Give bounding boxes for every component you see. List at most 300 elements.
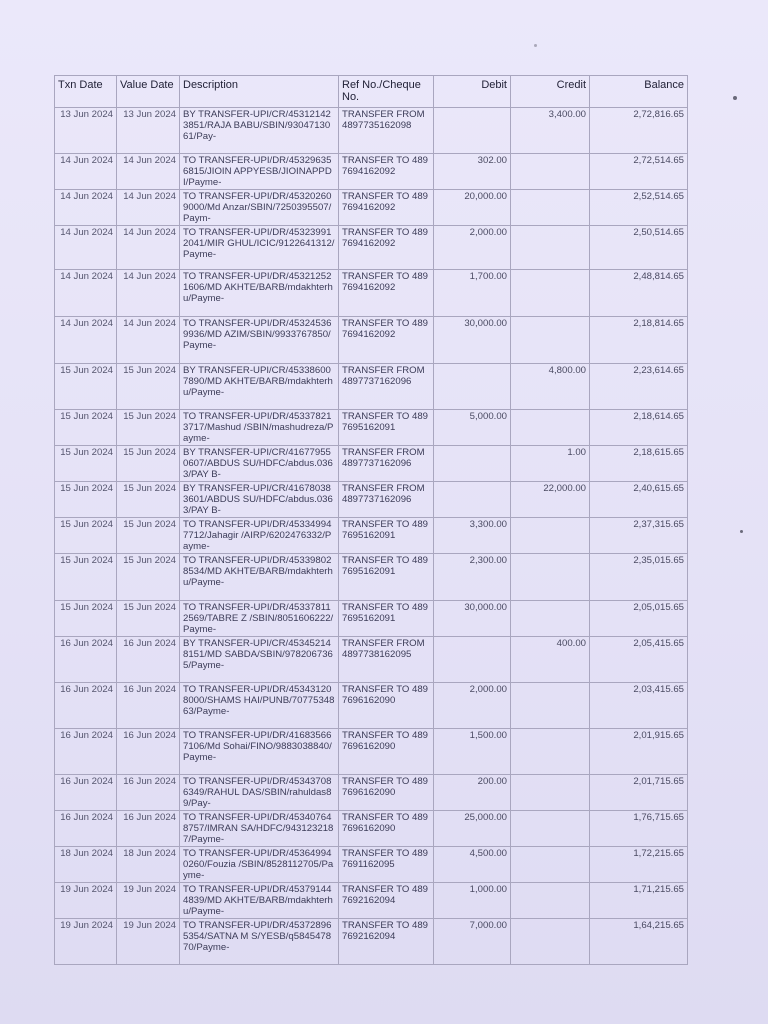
txn-date-cell-text: 14 Jun 2024 xyxy=(60,155,113,166)
debit-cell xyxy=(434,554,511,601)
value-date-cell xyxy=(117,683,180,729)
balance-cell-text: 2,01,715.65 xyxy=(633,776,684,787)
balance-cell-text: 2,35,015.65 xyxy=(633,555,684,566)
credit-cell-text: 1.00 xyxy=(567,447,586,458)
balance-cell-text: 1,64,215.65 xyxy=(633,920,684,931)
credit-cell-text: 3,400.00 xyxy=(548,109,586,120)
value-date-cell-text: 19 Jun 2024 xyxy=(123,920,176,931)
txn-date-cell xyxy=(55,317,117,364)
description-cell xyxy=(180,883,339,919)
description-cell-text: TO TRANSFER-UPI/DR/453407648757/IMRAN SA/HDFC/9431232187/Payme- xyxy=(183,812,334,845)
balance-cell xyxy=(590,226,688,270)
credit-cell xyxy=(511,729,590,775)
description-cell xyxy=(180,446,339,482)
credit-cell xyxy=(511,683,590,729)
header-value-date: Value Date xyxy=(117,76,180,108)
value-date-cell xyxy=(117,883,180,919)
description-cell-text: TO TRANSFER-UPI/DR/453378213717/Mashud /SBIN/mashudreza/Payme- xyxy=(183,411,334,444)
debit-cell-text: 2,300.00 xyxy=(469,555,507,566)
txn-date-cell xyxy=(55,518,117,554)
txn-date-cell-text: 15 Jun 2024 xyxy=(60,519,113,530)
ref-cell xyxy=(339,446,434,482)
debit-cell xyxy=(434,226,511,270)
value-date-cell-text: 18 Jun 2024 xyxy=(123,848,176,859)
debit-cell xyxy=(434,883,511,919)
ref-cell-text: TRANSFER FROM 4897738162095 xyxy=(342,638,425,660)
value-date-cell xyxy=(117,226,180,270)
description-cell-text: BY TRANSFER-UPI/CR/453452148151/MD SABDA/SBIN/9782067365/Payme- xyxy=(183,638,333,671)
balance-cell-text: 2,05,015.65 xyxy=(633,602,684,613)
balance-cell-text: 2,40,615.65 xyxy=(633,483,684,494)
debit-cell-text: 20,000.00 xyxy=(464,191,507,202)
txn-date-cell-text: 16 Jun 2024 xyxy=(60,684,113,695)
balance-cell-text: 2,01,915.65 xyxy=(633,730,684,741)
balance-cell xyxy=(590,482,688,518)
ref-cell-text: TRANSFER FROM 4897737162096 xyxy=(342,483,425,505)
ref-cell-text: TRANSFER TO 4897696162090 xyxy=(342,812,429,834)
credit-cell xyxy=(511,482,590,518)
txn-date-cell-text: 16 Jun 2024 xyxy=(60,638,113,649)
description-cell xyxy=(180,847,339,883)
debit-cell-text: 25,000.00 xyxy=(464,812,507,823)
value-date-cell xyxy=(117,775,180,811)
value-date-cell-text: 16 Jun 2024 xyxy=(123,638,176,649)
balance-cell xyxy=(590,683,688,729)
description-cell-text: TO TRANSFER-UPI/DR/453296356815/JIOIN APPYESB/JIOINAPPDI/Payme- xyxy=(183,155,332,188)
value-date-cell xyxy=(117,154,180,190)
balance-cell xyxy=(590,518,688,554)
table-row xyxy=(55,683,688,729)
ref-cell xyxy=(339,919,434,965)
balance-cell xyxy=(590,154,688,190)
table-row xyxy=(55,637,688,683)
txn-date-cell xyxy=(55,190,117,226)
txn-date-cell-text: 16 Jun 2024 xyxy=(60,812,113,823)
header-description: Description xyxy=(180,76,339,108)
credit-cell xyxy=(511,364,590,410)
balance-cell xyxy=(590,270,688,317)
ref-cell-text: TRANSFER TO 4897691162095 xyxy=(342,848,429,870)
txn-date-cell xyxy=(55,482,117,518)
ref-cell xyxy=(339,775,434,811)
table-row xyxy=(55,811,688,847)
table-row xyxy=(55,364,688,410)
ref-cell xyxy=(339,883,434,919)
description-cell-text: BY TRANSFER-UPI/CR/416779550607/ABDUS SU/HDFC/abdus.0363/PAY B- xyxy=(183,447,333,480)
debit-cell-text: 1,000.00 xyxy=(469,884,507,895)
txn-date-cell-text: 14 Jun 2024 xyxy=(60,191,113,202)
credit-cell xyxy=(511,811,590,847)
balance-cell-text: 1,72,215.65 xyxy=(633,848,684,859)
value-date-cell xyxy=(117,190,180,226)
value-date-cell-text: 16 Jun 2024 xyxy=(123,812,176,823)
debit-cell xyxy=(434,270,511,317)
value-date-cell-text: 15 Jun 2024 xyxy=(123,555,176,566)
txn-date-cell xyxy=(55,847,117,883)
description-cell xyxy=(180,919,339,965)
balance-cell-text: 2,03,415.65 xyxy=(633,684,684,695)
debit-cell-text: 4,500.00 xyxy=(469,848,507,859)
description-cell-text: TO TRANSFER-UPI/DR/453649940260/Fouzia /SBIN/8528112705/Payme- xyxy=(183,848,334,881)
txn-date-cell-text: 15 Jun 2024 xyxy=(60,447,113,458)
txn-date-cell xyxy=(55,410,117,446)
ref-cell-text: TRANSFER TO 4897692162094 xyxy=(342,884,429,906)
debit-cell xyxy=(434,601,511,637)
debit-cell xyxy=(434,775,511,811)
balance-cell-text: 2,72,514.65 xyxy=(633,155,684,166)
debit-cell xyxy=(434,317,511,364)
table-row xyxy=(55,410,688,446)
scan-speck xyxy=(534,44,537,47)
debit-cell-text: 1,700.00 xyxy=(469,271,507,282)
ref-cell-text: TRANSFER FROM 4897737162096 xyxy=(342,365,425,387)
ref-cell-text: TRANSFER TO 4897695162091 xyxy=(342,555,429,577)
ref-cell-text: TRANSFER TO 4897695162091 xyxy=(342,519,429,541)
ref-cell-text: TRANSFER TO 4897694162092 xyxy=(342,271,429,293)
ref-cell xyxy=(339,270,434,317)
ref-cell xyxy=(339,190,434,226)
debit-cell-text: 1,500.00 xyxy=(469,730,507,741)
debit-cell-text: 2,000.00 xyxy=(469,684,507,695)
description-cell-text: TO TRANSFER-UPI/DR/453202609000/Md Anzar/SBIN/7250395507/Paym- xyxy=(183,191,332,224)
txn-date-cell-text: 16 Jun 2024 xyxy=(60,776,113,787)
balance-cell-text: 2,23,614.65 xyxy=(633,365,684,376)
txn-date-cell xyxy=(55,811,117,847)
txn-date-cell xyxy=(55,270,117,317)
value-date-cell xyxy=(117,919,180,965)
description-cell xyxy=(180,518,339,554)
ref-cell xyxy=(339,410,434,446)
description-cell-text: TO TRANSFER-UPI/DR/453378112569/TABRE Z /SBIN/8051606222/Payme- xyxy=(183,602,334,635)
txn-date-cell-text: 14 Jun 2024 xyxy=(60,227,113,238)
balance-cell xyxy=(590,883,688,919)
description-cell-text: TO TRANSFER-UPI/DR/453239912041/MIR GHUL/ICIC/9122641312/Payme- xyxy=(183,227,335,260)
value-date-cell xyxy=(117,108,180,154)
header-balance: Balance xyxy=(590,76,688,108)
value-date-cell-text: 14 Jun 2024 xyxy=(123,191,176,202)
table-row xyxy=(55,775,688,811)
balance-cell-text: 2,18,814.65 xyxy=(633,318,684,329)
value-date-cell-text: 15 Jun 2024 xyxy=(123,411,176,422)
balance-cell xyxy=(590,364,688,410)
description-cell-text: BY TRANSFER-UPI/CR/416780383601/ABDUS SU/HDFC/abdus.0363/PAY B- xyxy=(183,483,333,516)
value-date-cell xyxy=(117,410,180,446)
debit-cell xyxy=(434,683,511,729)
table-header-row xyxy=(55,76,688,108)
debit-cell xyxy=(434,364,511,410)
balance-cell xyxy=(590,601,688,637)
debit-cell xyxy=(434,410,511,446)
description-cell xyxy=(180,190,339,226)
description-cell xyxy=(180,601,339,637)
table-row xyxy=(55,883,688,919)
debit-cell xyxy=(434,637,511,683)
debit-cell xyxy=(434,154,511,190)
description-cell xyxy=(180,270,339,317)
debit-cell xyxy=(434,446,511,482)
credit-cell xyxy=(511,270,590,317)
balance-cell xyxy=(590,729,688,775)
description-cell xyxy=(180,729,339,775)
description-cell xyxy=(180,637,339,683)
ref-cell-text: TRANSFER TO 4897694162092 xyxy=(342,191,429,213)
table-row xyxy=(55,847,688,883)
value-date-cell xyxy=(117,446,180,482)
balance-cell-text: 2,72,816.65 xyxy=(633,109,684,120)
value-date-cell xyxy=(117,729,180,775)
credit-cell xyxy=(511,883,590,919)
credit-cell xyxy=(511,410,590,446)
ref-cell xyxy=(339,226,434,270)
balance-cell xyxy=(590,190,688,226)
debit-cell xyxy=(434,190,511,226)
table-row xyxy=(55,226,688,270)
description-cell-text: TO TRANSFER-UPI/DR/453791444839/MD AKHTE/BARB/mdakhterhu/Payme- xyxy=(183,884,333,917)
credit-cell-text: 22,000.00 xyxy=(543,483,586,494)
header-txn-date: Txn Date xyxy=(55,76,117,108)
description-cell xyxy=(180,775,339,811)
ref-cell-text: TRANSFER TO 4897695162091 xyxy=(342,602,429,624)
header-debit: Debit xyxy=(434,76,511,108)
debit-cell xyxy=(434,482,511,518)
txn-date-cell xyxy=(55,775,117,811)
table-row xyxy=(55,317,688,364)
ref-cell-text: TRANSFER TO 4897695162091 xyxy=(342,411,429,433)
balance-cell-text: 1,71,215.65 xyxy=(633,884,684,895)
credit-cell xyxy=(511,446,590,482)
ref-cell xyxy=(339,683,434,729)
header-ref: Ref No./Cheque No. xyxy=(339,76,434,108)
description-cell-text: TO TRANSFER-UPI/DR/453728965354/SATNA M S/YESB/q584547870/Payme- xyxy=(183,920,332,953)
value-date-cell-text: 15 Jun 2024 xyxy=(123,519,176,530)
value-date-cell-text: 15 Jun 2024 xyxy=(123,447,176,458)
txn-date-cell xyxy=(55,637,117,683)
debit-cell-text: 5,000.00 xyxy=(469,411,507,422)
value-date-cell xyxy=(117,601,180,637)
balance-cell xyxy=(590,775,688,811)
txn-date-cell-text: 19 Jun 2024 xyxy=(60,884,113,895)
txn-date-cell-text: 15 Jun 2024 xyxy=(60,602,113,613)
ref-cell-text: TRANSFER TO 4897692162094 xyxy=(342,920,429,942)
ref-cell xyxy=(339,482,434,518)
credit-cell xyxy=(511,317,590,364)
balance-cell-text: 2,18,615.65 xyxy=(633,447,684,458)
txn-date-cell-text: 15 Jun 2024 xyxy=(60,483,113,494)
value-date-cell-text: 15 Jun 2024 xyxy=(123,483,176,494)
credit-cell xyxy=(511,108,590,154)
description-cell xyxy=(180,811,339,847)
ref-cell-text: TRANSFER TO 4897694162092 xyxy=(342,318,429,340)
value-date-cell-text: 13 Jun 2024 xyxy=(123,109,176,120)
ref-cell xyxy=(339,554,434,601)
ref-cell xyxy=(339,729,434,775)
credit-cell xyxy=(511,775,590,811)
debit-cell xyxy=(434,847,511,883)
description-cell-text: TO TRANSFER-UPI/DR/453212521606/MD AKHTE/BARB/mdakhterhu/Payme- xyxy=(183,271,333,304)
description-cell xyxy=(180,108,339,154)
description-cell xyxy=(180,364,339,410)
description-cell xyxy=(180,317,339,364)
txn-date-cell xyxy=(55,729,117,775)
credit-cell xyxy=(511,226,590,270)
transaction-table xyxy=(54,75,688,965)
value-date-cell-text: 14 Jun 2024 xyxy=(123,271,176,282)
txn-date-cell xyxy=(55,554,117,601)
table-row xyxy=(55,518,688,554)
value-date-cell-text: 19 Jun 2024 xyxy=(123,884,176,895)
value-date-cell xyxy=(117,637,180,683)
ref-cell-text: TRANSFER FROM 4897735162098 xyxy=(342,109,425,131)
description-cell-text: TO TRANSFER-UPI/DR/416835667106/Md Sohai/FINO/9883038840/Payme- xyxy=(183,730,332,763)
txn-date-cell xyxy=(55,446,117,482)
credit-cell xyxy=(511,601,590,637)
txn-date-cell-text: 19 Jun 2024 xyxy=(60,920,113,931)
value-date-cell xyxy=(117,518,180,554)
debit-cell xyxy=(434,518,511,554)
scan-speck xyxy=(733,96,737,100)
table-row xyxy=(55,270,688,317)
description-cell xyxy=(180,226,339,270)
txn-date-cell-text: 13 Jun 2024 xyxy=(60,109,113,120)
txn-date-cell xyxy=(55,108,117,154)
txn-date-cell-text: 15 Jun 2024 xyxy=(60,411,113,422)
description-cell-text: BY TRANSFER-UPI/CR/453386007890/MD AKHTE/BARB/mdakhterhu/Payme- xyxy=(183,365,333,398)
table-row xyxy=(55,554,688,601)
description-cell xyxy=(180,410,339,446)
table-row xyxy=(55,601,688,637)
txn-date-cell-text: 16 Jun 2024 xyxy=(60,730,113,741)
debit-cell xyxy=(434,729,511,775)
balance-cell-text: 1,76,715.65 xyxy=(633,812,684,823)
balance-cell-text: 2,50,514.65 xyxy=(633,227,684,238)
credit-cell xyxy=(511,637,590,683)
debit-cell-text: 2,000.00 xyxy=(469,227,507,238)
debit-cell xyxy=(434,811,511,847)
value-date-cell-text: 15 Jun 2024 xyxy=(123,365,176,376)
table-row xyxy=(55,190,688,226)
ref-cell xyxy=(339,154,434,190)
value-date-cell-text: 14 Jun 2024 xyxy=(123,155,176,166)
balance-cell xyxy=(590,317,688,364)
credit-cell xyxy=(511,919,590,965)
txn-date-cell xyxy=(55,919,117,965)
debit-cell xyxy=(434,919,511,965)
ref-cell-text: TRANSFER TO 4897696162090 xyxy=(342,684,429,706)
balance-cell xyxy=(590,919,688,965)
debit-cell-text: 200.00 xyxy=(477,776,507,787)
balance-cell-text: 2,52,514.65 xyxy=(633,191,684,202)
description-cell-text: TO TRANSFER-UPI/DR/453398028534/MD AKHTE/BARB/mdakhterhu/Payme- xyxy=(183,555,333,588)
header-credit: Credit xyxy=(511,76,590,108)
ref-cell-text: TRANSFER TO 4897696162090 xyxy=(342,730,429,752)
txn-date-cell-text: 14 Jun 2024 xyxy=(60,318,113,329)
credit-cell xyxy=(511,847,590,883)
ref-cell-text: TRANSFER TO 4897694162092 xyxy=(342,227,429,249)
txn-date-cell-text: 18 Jun 2024 xyxy=(60,848,113,859)
balance-cell-text: 2,05,415.65 xyxy=(633,638,684,649)
debit-cell-text: 302.00 xyxy=(477,155,507,166)
table-row xyxy=(55,154,688,190)
txn-date-cell xyxy=(55,364,117,410)
description-cell-text: TO TRANSFER-UPI/DR/453349947712/Jahagir /AIRP/6202476332/Payme- xyxy=(183,519,332,552)
txn-date-cell-text: 15 Jun 2024 xyxy=(60,555,113,566)
balance-cell xyxy=(590,811,688,847)
txn-date-cell xyxy=(55,601,117,637)
value-date-cell xyxy=(117,554,180,601)
value-date-cell-text: 15 Jun 2024 xyxy=(123,602,176,613)
description-cell xyxy=(180,154,339,190)
ref-cell xyxy=(339,518,434,554)
credit-cell xyxy=(511,154,590,190)
ref-cell xyxy=(339,811,434,847)
txn-date-cell xyxy=(55,226,117,270)
txn-date-cell-text: 15 Jun 2024 xyxy=(60,365,113,376)
description-cell xyxy=(180,683,339,729)
balance-cell-text: 2,48,814.65 xyxy=(633,271,684,282)
debit-cell-text: 7,000.00 xyxy=(469,920,507,931)
table-row xyxy=(55,729,688,775)
balance-cell xyxy=(590,410,688,446)
table-row xyxy=(55,919,688,965)
credit-cell-text: 4,800.00 xyxy=(548,365,586,376)
scan-speck xyxy=(740,530,743,533)
debit-cell xyxy=(434,108,511,154)
debit-cell-text: 3,300.00 xyxy=(469,519,507,530)
balance-cell xyxy=(590,637,688,683)
txn-date-cell xyxy=(55,154,117,190)
credit-cell xyxy=(511,518,590,554)
value-date-cell xyxy=(117,811,180,847)
description-cell-text: TO TRANSFER-UPI/DR/453431208000/SHAMS HAI/PUNB/7077534863/Payme- xyxy=(183,684,335,717)
description-cell-text: TO TRANSFER-UPI/DR/453437086349/RAHUL DAS/SBIN/rahuldas89/Pay- xyxy=(183,776,332,809)
value-date-cell xyxy=(117,364,180,410)
credit-cell xyxy=(511,190,590,226)
credit-cell xyxy=(511,554,590,601)
table-row xyxy=(55,108,688,154)
ref-cell xyxy=(339,847,434,883)
description-cell-text: TO TRANSFER-UPI/DR/453245369936/MD AZIM/SBIN/9933767850/Payme- xyxy=(183,318,332,351)
ref-cell xyxy=(339,317,434,364)
ref-cell xyxy=(339,601,434,637)
ref-cell xyxy=(339,364,434,410)
debit-cell-text: 30,000.00 xyxy=(464,318,507,329)
value-date-cell-text: 16 Jun 2024 xyxy=(123,684,176,695)
balance-cell xyxy=(590,108,688,154)
description-cell xyxy=(180,482,339,518)
txn-date-cell xyxy=(55,883,117,919)
value-date-cell xyxy=(117,270,180,317)
value-date-cell xyxy=(117,317,180,364)
description-cell xyxy=(180,554,339,601)
ref-cell-text: TRANSFER TO 4897696162090 xyxy=(342,776,429,798)
txn-date-cell-text: 14 Jun 2024 xyxy=(60,271,113,282)
txn-date-cell xyxy=(55,683,117,729)
ref-cell-text: TRANSFER TO 4897694162092 xyxy=(342,155,429,177)
balance-cell-text: 2,37,315.65 xyxy=(633,519,684,530)
value-date-cell xyxy=(117,482,180,518)
value-date-cell-text: 14 Jun 2024 xyxy=(123,227,176,238)
balance-cell xyxy=(590,847,688,883)
value-date-cell xyxy=(117,847,180,883)
table-row xyxy=(55,446,688,482)
debit-cell-text: 30,000.00 xyxy=(464,602,507,613)
balance-cell xyxy=(590,554,688,601)
credit-cell-text: 400.00 xyxy=(556,638,586,649)
ref-cell-text: TRANSFER FROM 4897737162096 xyxy=(342,447,425,469)
balance-cell-text: 2,18,614.65 xyxy=(633,411,684,422)
value-date-cell-text: 14 Jun 2024 xyxy=(123,318,176,329)
balance-cell xyxy=(590,446,688,482)
